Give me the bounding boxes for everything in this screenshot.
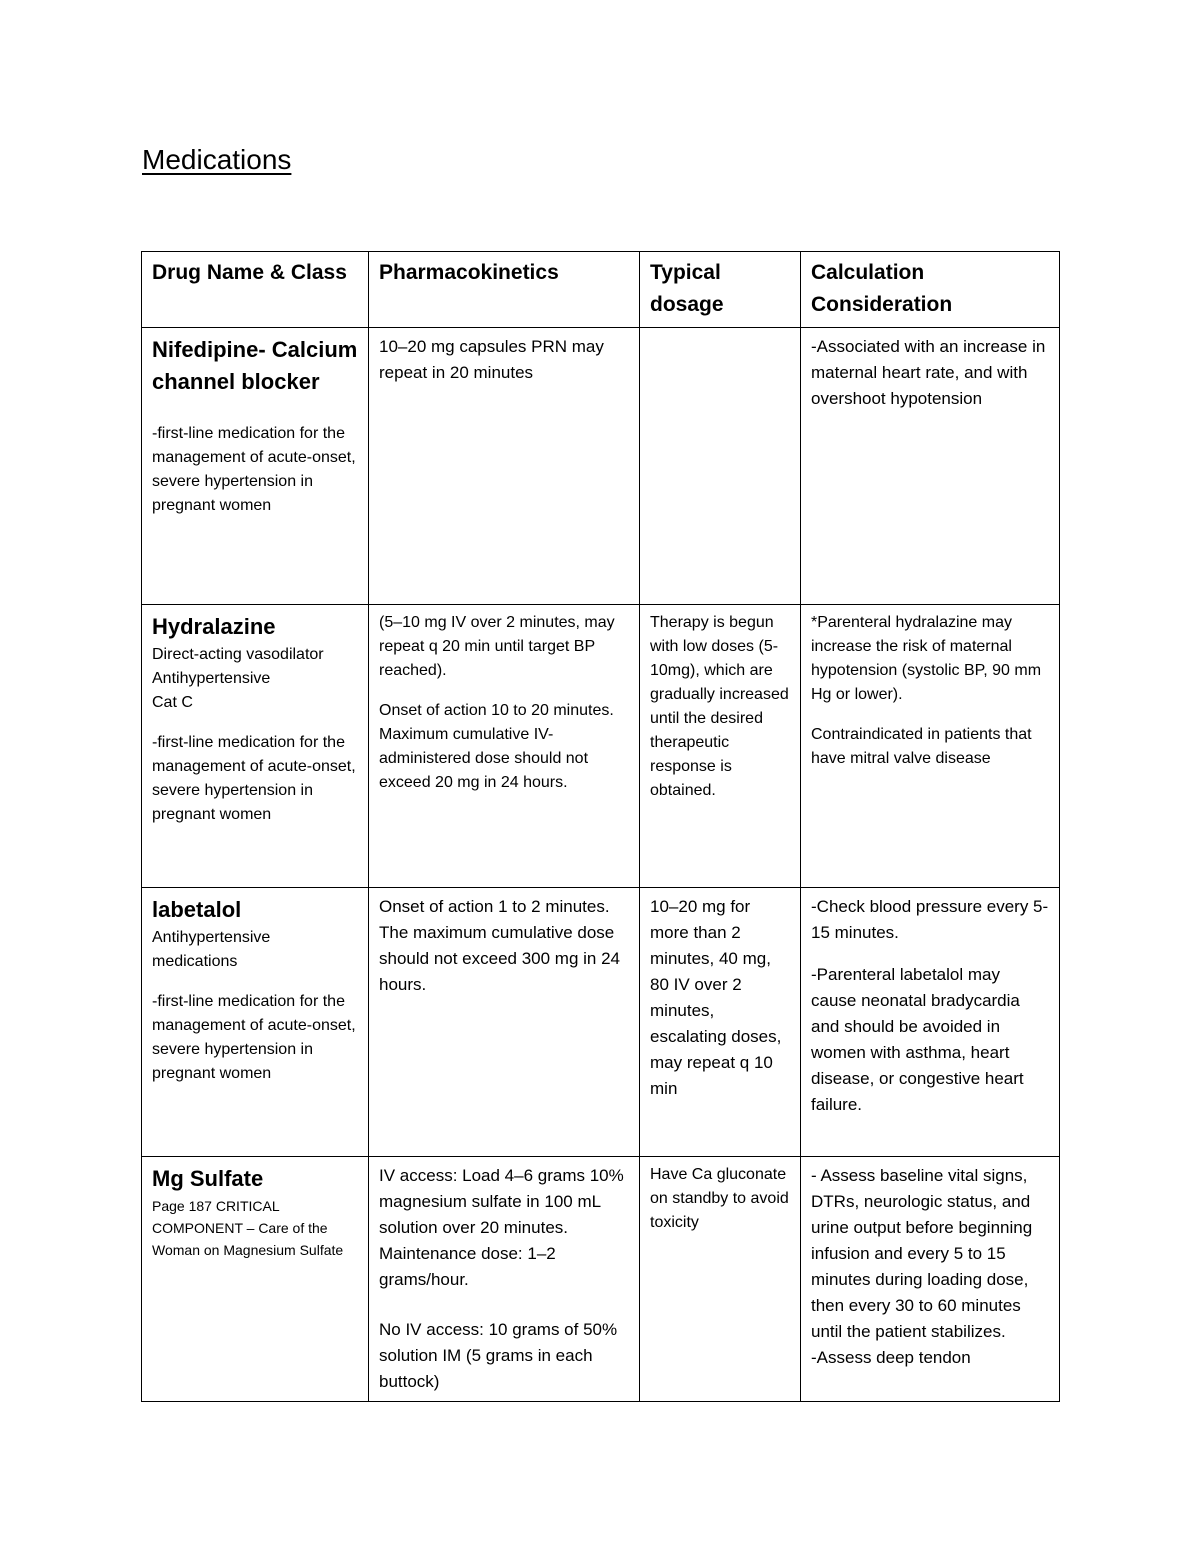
typical-dosage-cell	[640, 328, 801, 605]
pharmacokinetics-text: (5–10 mg IV over 2 minutes, may repeat q 20 min until target BP reached).	[379, 614, 615, 679]
calculation-text: *Parenteral hydralazine may increase the risk of maternal hypotension (systolic BP, 90 mm Hg or lower).	[811, 614, 1042, 703]
pharmacokinetics-text: No IV access: 10 grams of 50% solution IM (5 grams in each buttock)	[379, 1320, 618, 1391]
calculation-cell	[801, 605, 1060, 888]
drug-cell	[142, 1157, 369, 1402]
pharmacokinetics-text: Onset of action 1 to 2 minutes. The maximum cumulative dose should not exceed 300 mg in 24 hours.	[379, 897, 621, 994]
typical-dosage-cell	[640, 888, 801, 1157]
drug-class: Page 187 CRITICAL COMPONENT – Care of the Woman on Magnesium Sulfate	[152, 1198, 344, 1258]
drug-name: labetalol	[152, 897, 242, 922]
drug-class: Direct-acting vasodilator	[152, 646, 324, 663]
drug-cell	[142, 605, 369, 888]
table-header-row	[142, 252, 1060, 328]
table-row	[142, 328, 1060, 605]
drug-name: Nifedipine- Calcium channel blocker	[152, 337, 358, 394]
header-drug-name: Drug Name & Class	[142, 252, 369, 328]
pharmacokinetics-cell	[369, 888, 640, 1157]
pharmacokinetics-cell	[369, 328, 640, 605]
drug-note: -first-line medication for the management of acute-onset, severe hypertension in pregnant women	[152, 993, 356, 1082]
table-row	[142, 888, 1060, 1157]
drug-name: Mg Sulfate	[152, 1166, 264, 1191]
drug-class: Cat C	[152, 694, 193, 711]
pharmacokinetics-cell	[369, 1157, 640, 1402]
drug-note: -first-line medication for the management of acute-onset, severe hypertension in pregnant women	[152, 734, 356, 823]
typical-dosage-cell	[640, 1157, 801, 1402]
drug-cell	[142, 888, 369, 1157]
table-row	[142, 605, 1060, 888]
pharmacokinetics-text: IV access: Load 4–6 grams 10% magnesium sulfate in 100 mL solution over 20 minutes. Maintenance dose: 1–2 grams/hour.	[379, 1166, 624, 1289]
table-row	[142, 1157, 1060, 1402]
drug-class: Antihypertensive	[152, 670, 271, 687]
pharmacokinetics-text: Onset of action 10 to 20 minutes. Maximum cumulative IV-administered dose should not exceed 20 mg in 24 hours.	[379, 702, 614, 791]
page-title: Medications	[142, 144, 292, 175]
header-calculation: Calculation Consideration	[801, 252, 1060, 328]
calculation-text: Contraindicated in patients that have mitral valve disease	[811, 726, 1032, 767]
typical-dosage-text: Therapy is begun with low doses (5-10mg), which are gradually increased until the desired therapeutic response is obtained.	[650, 614, 789, 799]
typical-dosage-cell	[640, 605, 801, 888]
calculation-text: -Associated with an increase in maternal heart rate, and with overshoot hypotension	[811, 337, 1046, 408]
medications-table	[141, 251, 1060, 1402]
calculation-text: - Assess baseline vital signs, DTRs, neurologic status, and urine output before beginning infusion and every 5 to 15 minutes during loading dose, then every 30 to 60 minutes until the patient stabilizes.	[811, 1166, 1033, 1341]
calculation-cell	[801, 328, 1060, 605]
header-pharmacokinetics: Pharmacokinetics	[369, 252, 640, 328]
pharmacokinetics-text: 10–20 mg capsules PRN may repeat in 20 minutes	[379, 337, 604, 382]
calculation-cell	[801, 1157, 1060, 1402]
pharmacokinetics-cell	[369, 605, 640, 888]
drug-class: Antihypertensive medications	[152, 929, 271, 970]
calculation-text: -Parenteral labetalol may cause neonatal bradycardia and should be avoided in women with asthma, heart disease, or congestive heart failure.	[811, 965, 1024, 1114]
calculation-text: -Assess deep tendon	[811, 1348, 971, 1367]
drug-cell	[142, 328, 369, 605]
header-typical-dosage: Typical dosage	[640, 252, 801, 328]
typical-dosage-text: 10–20 mg for more than 2 minutes, 40 mg, 80 IV over 2 minutes, escalating doses, may repeat q 10 min	[650, 897, 782, 1098]
calculation-cell	[801, 888, 1060, 1157]
drug-name: Hydralazine	[152, 614, 276, 639]
typical-dosage-text: Have Ca gluconate on standby to avoid toxicity	[650, 1166, 789, 1231]
drug-note: -first-line medication for the management of acute-onset, severe hypertension in pregnant women	[152, 425, 356, 514]
calculation-text: -Check blood pressure every 5-15 minutes.	[811, 897, 1049, 942]
